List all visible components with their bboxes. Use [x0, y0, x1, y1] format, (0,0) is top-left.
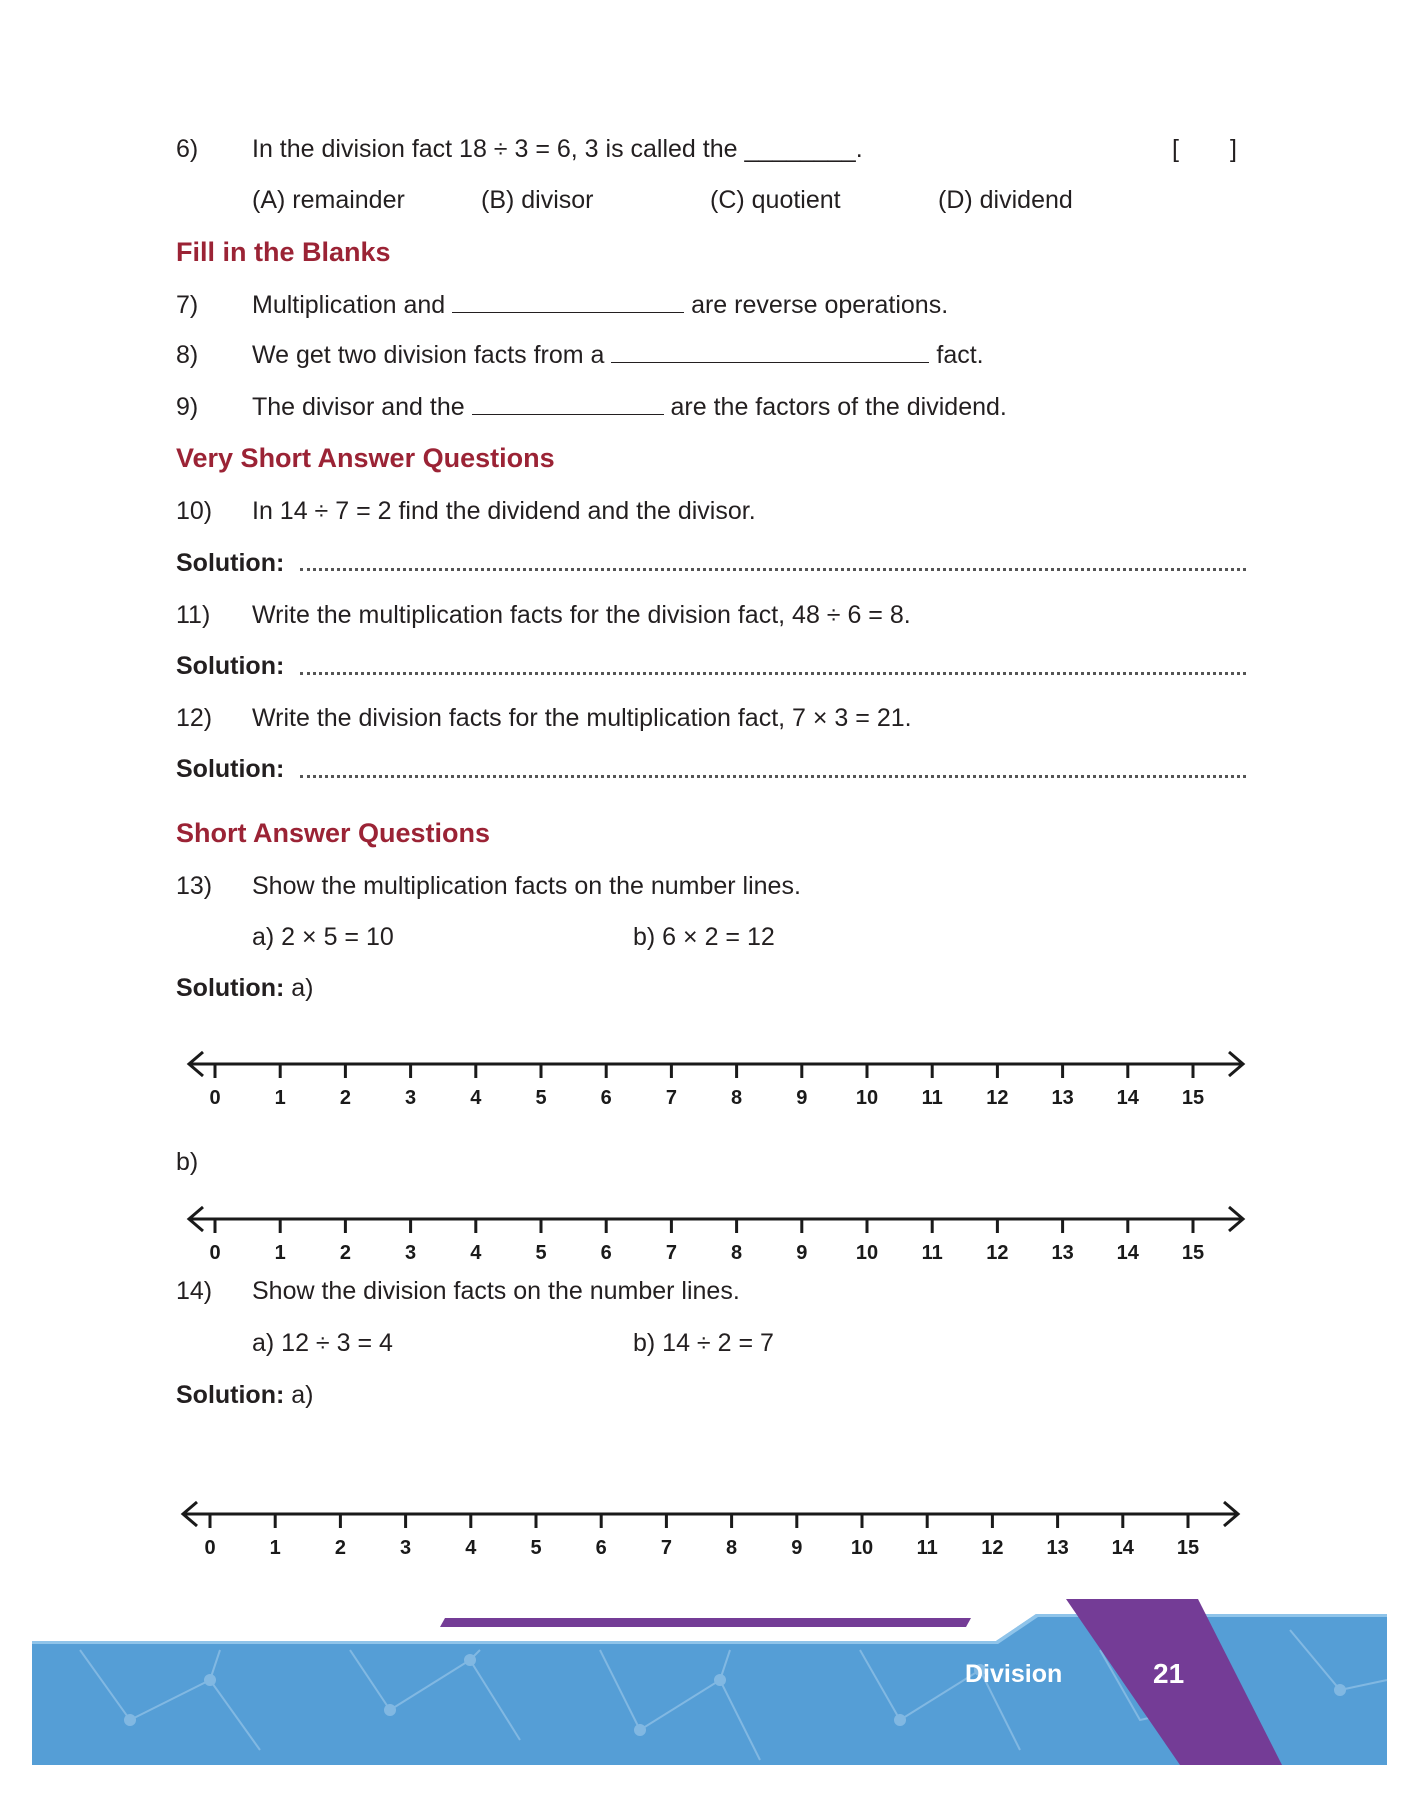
number-line-tick-label: 15 [1176, 1537, 1200, 1559]
text-after-blank: are reverse operations. [691, 291, 949, 319]
number-line-tick-label: 9 [796, 1087, 808, 1109]
number-line-tick-label: 11 [921, 1242, 943, 1264]
number-line-tick-label: 10 [850, 1537, 874, 1559]
number-line-tick-label: 0 [209, 1242, 221, 1264]
answer-dotted-line [300, 672, 1246, 675]
chapter-name: Division [965, 1660, 1063, 1688]
subquestion-a: a) 12 ÷ 3 = 4 [252, 1329, 393, 1357]
option-b: (B) divisor [481, 186, 594, 214]
question-text: Write the division facts for the multiplication fact, 7 × 3 = 21. [252, 704, 912, 732]
footer-graphic [0, 1590, 1421, 1790]
solution-label: Solution: [176, 652, 285, 680]
number-line-tick-label: 7 [665, 1242, 677, 1264]
section-heading-very-short: Very Short Answer Questions [176, 443, 555, 473]
option-a: (A) remainder [252, 186, 405, 214]
number-line-tick-label: 12 [986, 1087, 1009, 1109]
number-line-tick-label: 1 [274, 1242, 286, 1264]
number-line [0, 1480, 1421, 1559]
question-text: Show the division facts on the number lines. [252, 1277, 740, 1305]
number-line-tick-label: 0 [209, 1087, 221, 1109]
number-line-tick-label: 4 [465, 1537, 477, 1559]
question-number: 14) [176, 1277, 213, 1305]
question-text [252, 290, 948, 320]
solution-label: Solution: a) [176, 1381, 314, 1409]
number-line-tick-label: 14 [1116, 1242, 1139, 1264]
question-number: 13) [176, 872, 213, 900]
section-heading-fill-blanks: Fill in the Blanks [176, 237, 391, 267]
question-number: 9) [176, 393, 199, 421]
text-after-blank: fact. [936, 341, 984, 369]
number-line-tick-label: 1 [274, 1087, 286, 1109]
text-before-blank: Multiplication and [252, 291, 446, 319]
number-line-tick-label: 6 [595, 1537, 607, 1559]
page-footer [0, 1590, 1421, 1790]
solution-label: Solution: [176, 549, 285, 577]
text-before-blank: We get two division facts from a [252, 341, 605, 369]
question-text: Write the multiplication facts for the division fact, 48 ÷ 6 = 8. [252, 601, 911, 629]
answer-blank [452, 290, 684, 313]
number-line-tick-label: 6 [600, 1242, 612, 1264]
number-line-tick-label: 14 [1111, 1537, 1134, 1559]
number-line-tick-label: 12 [986, 1242, 1009, 1264]
number-line-tick-label: 2 [334, 1537, 346, 1559]
number-line [0, 1030, 1421, 1109]
number-line-tick-label: 10 [855, 1242, 879, 1264]
option-d: (D) dividend [938, 186, 1073, 214]
number-line-tick-label: 13 [1051, 1087, 1074, 1109]
answer-bracket-open: [ [1172, 135, 1179, 163]
number-line-tick-label: 13 [1046, 1537, 1069, 1559]
number-line-tick-label: 3 [405, 1242, 417, 1264]
number-line-tick-label: 0 [204, 1537, 216, 1559]
page-number: 21 [1153, 1658, 1185, 1689]
question-text: In the division fact 18 ÷ 3 = 6, 3 is called the ________. [252, 135, 863, 163]
answer-dotted-line [300, 775, 1246, 778]
number-line-tick-label: 2 [339, 1087, 351, 1109]
solution-label: Solution: [176, 755, 285, 783]
question-number: 12) [176, 704, 213, 732]
number-line-tick-label: 2 [339, 1242, 351, 1264]
number-line-tick-label: 8 [731, 1087, 743, 1109]
answer-blank [472, 392, 664, 415]
number-line-tick-label: 5 [530, 1537, 542, 1559]
subquestion-a: a) 2 × 5 = 10 [252, 923, 394, 951]
text-after-blank: are the factors of the dividend. [670, 393, 1007, 421]
question-number: 6) [176, 135, 199, 163]
solution-label: Solution: a) [176, 974, 314, 1002]
text-before-blank: The divisor and the [252, 393, 465, 421]
number-line-tick-label: 11 [921, 1087, 943, 1109]
number-line-tick-label: 11 [916, 1537, 938, 1559]
number-line-tick-label: 5 [535, 1087, 547, 1109]
subquestion-b: b) 6 × 2 = 12 [633, 923, 775, 951]
number-line-tick-label: 7 [665, 1087, 677, 1109]
option-c: (C) quotient [710, 186, 841, 214]
number-line-tick-label: 3 [400, 1537, 412, 1559]
question-number: 11) [176, 601, 211, 629]
subquestion-b: b) 14 ÷ 2 = 7 [633, 1329, 774, 1357]
number-line-tick-label: 15 [1181, 1087, 1205, 1109]
number-line-tick-label: 15 [1181, 1242, 1205, 1264]
number-line-tick-label: 6 [600, 1087, 612, 1109]
answer-blank [611, 340, 929, 363]
number-line-tick-label: 1 [269, 1537, 281, 1559]
number-line-tick-label: 8 [731, 1242, 743, 1264]
question-text [252, 340, 984, 370]
number-line-tick-label: 3 [405, 1087, 417, 1109]
number-line-tick-label: 12 [981, 1537, 1004, 1559]
number-line-tick-label: 9 [791, 1537, 803, 1559]
number-line-tick-label: 7 [660, 1537, 672, 1559]
answer-bracket-close: ] [1230, 135, 1237, 163]
question-text: Show the multiplication facts on the number lines. [252, 872, 801, 900]
part-b-label: b) [176, 1148, 199, 1176]
number-line-tick-label: 4 [470, 1087, 482, 1109]
question-text [252, 392, 1007, 422]
number-line-tick-label: 10 [855, 1087, 879, 1109]
number-line-tick-label: 13 [1051, 1242, 1074, 1264]
number-line-tick-label: 9 [796, 1242, 808, 1264]
footer-purple-bar [440, 1618, 971, 1627]
number-line-tick-label: 14 [1116, 1087, 1139, 1109]
question-text: In 14 ÷ 7 = 2 find the dividend and the divisor. [252, 497, 756, 525]
answer-dotted-line [300, 568, 1246, 571]
number-line-tick-label: 5 [535, 1242, 547, 1264]
number-line-tick-label: 4 [470, 1242, 482, 1264]
question-number: 10) [176, 497, 213, 525]
question-number: 7) [176, 291, 199, 319]
section-heading-short: Short Answer Questions [176, 818, 491, 848]
question-number: 8) [176, 341, 199, 369]
number-line-tick-label: 8 [726, 1537, 738, 1559]
number-line [0, 1185, 1421, 1264]
